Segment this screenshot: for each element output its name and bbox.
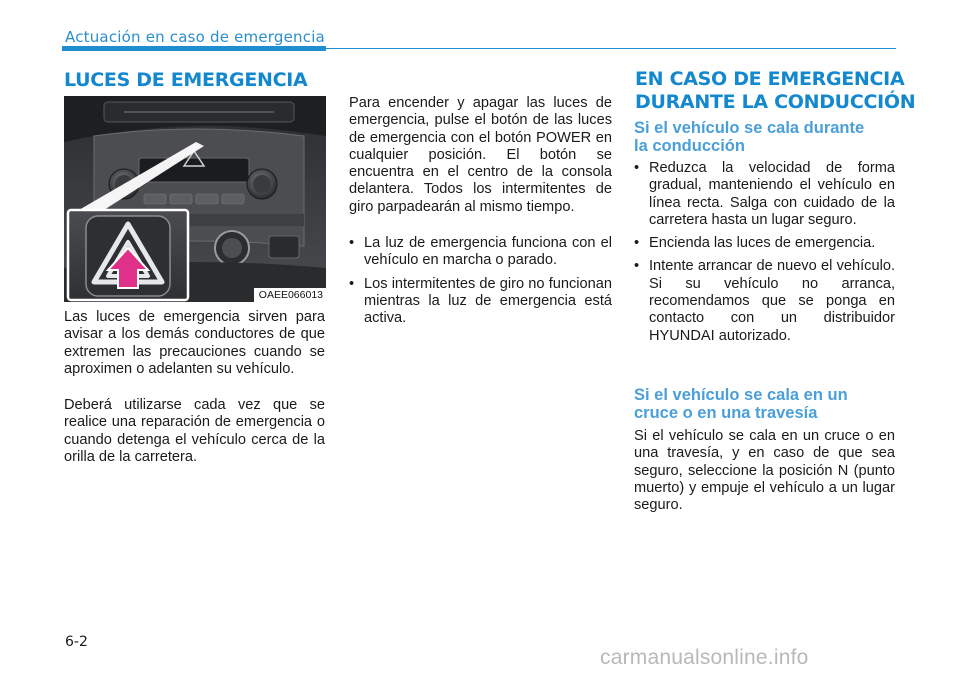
section-title-line: EN CASO DE EMERGENCIA <box>635 68 905 90</box>
list-item: • Encienda las luces de emergencia. <box>634 235 895 252</box>
figure-code: OAEE066013 <box>254 288 326 302</box>
header-accent-bar <box>62 46 326 51</box>
middle-bullet-list <box>349 235 612 333</box>
list-item: • La luz de emergencia funciona con el vehículo en marcha o parado. <box>349 235 612 270</box>
subtitle-line: Si el vehículo se cala en un <box>634 386 848 404</box>
list-item: • Reduzca la velocidad de forma gradual, manteniendo el vehículo en línea recta. Salga con cuidado de la carretera hasta un lugar seguro. <box>634 160 895 229</box>
middle-paragraph: Para encender y apagar las luces de emergencia, pulse el botón de las luces de emergencia con el botón POWER en cualquier posición. El botón se encuentra en el centro de la consola delantera. Todos los intermitentes de giro parpadearán al mismo tiempo. <box>349 95 612 215</box>
dashboard-illustration <box>64 96 326 302</box>
list-item: • Los intermitentes de giro no funcionan mientras la luz de emergencia está activa. <box>349 276 612 328</box>
section-title-line: DURANTE LA CONDUCCIÓN <box>635 91 916 113</box>
subtitle-stall-while-driving <box>634 119 864 155</box>
right-bullet-list <box>634 160 895 351</box>
hazard-button-figure <box>64 96 326 302</box>
left-paragraph-2: Deberá utilizarse cada vez que se realice una reparación de emergencia o cuando detenga el vehículo cerca de la orilla de la carretera. <box>64 397 325 465</box>
header-rule <box>326 48 896 49</box>
left-paragraph-1: Las luces de emergencia sirven para avisar a los demás conductores de que extremen las precauciones cuando se aproximen o adelanten su vehículo. <box>64 309 325 377</box>
list-item: • Intente arrancar de nuevo el vehículo. Si su vehículo no arranca, recomendamos que se ponga en contacto con un distribuidor HYUNDAI autorizado. <box>634 258 895 344</box>
subtitle-line: Si el vehículo se cala durante <box>634 119 865 137</box>
page-header-title: Actuación en caso de emergencia <box>65 28 325 46</box>
right-paragraph: Si el vehículo se cala en un cruce o en una travesía, y en caso de que sea seguro, seleccione la posición N (punto muerto) y empuje el vehículo a un lugar seguro. <box>634 428 895 514</box>
watermark: carmanualsonline.info <box>600 646 809 669</box>
hazard-button-inset <box>68 210 188 300</box>
subtitle-stall-at-crossing <box>634 386 848 422</box>
page-number: 6-2 <box>65 634 88 650</box>
subtitle-line: cruce o en una travesía <box>634 404 818 422</box>
section-title-emergency-driving <box>635 68 915 114</box>
subtitle-line: la conducción <box>634 137 745 155</box>
section-title-hazard-lights: LUCES DE EMERGENCIA <box>64 69 308 91</box>
